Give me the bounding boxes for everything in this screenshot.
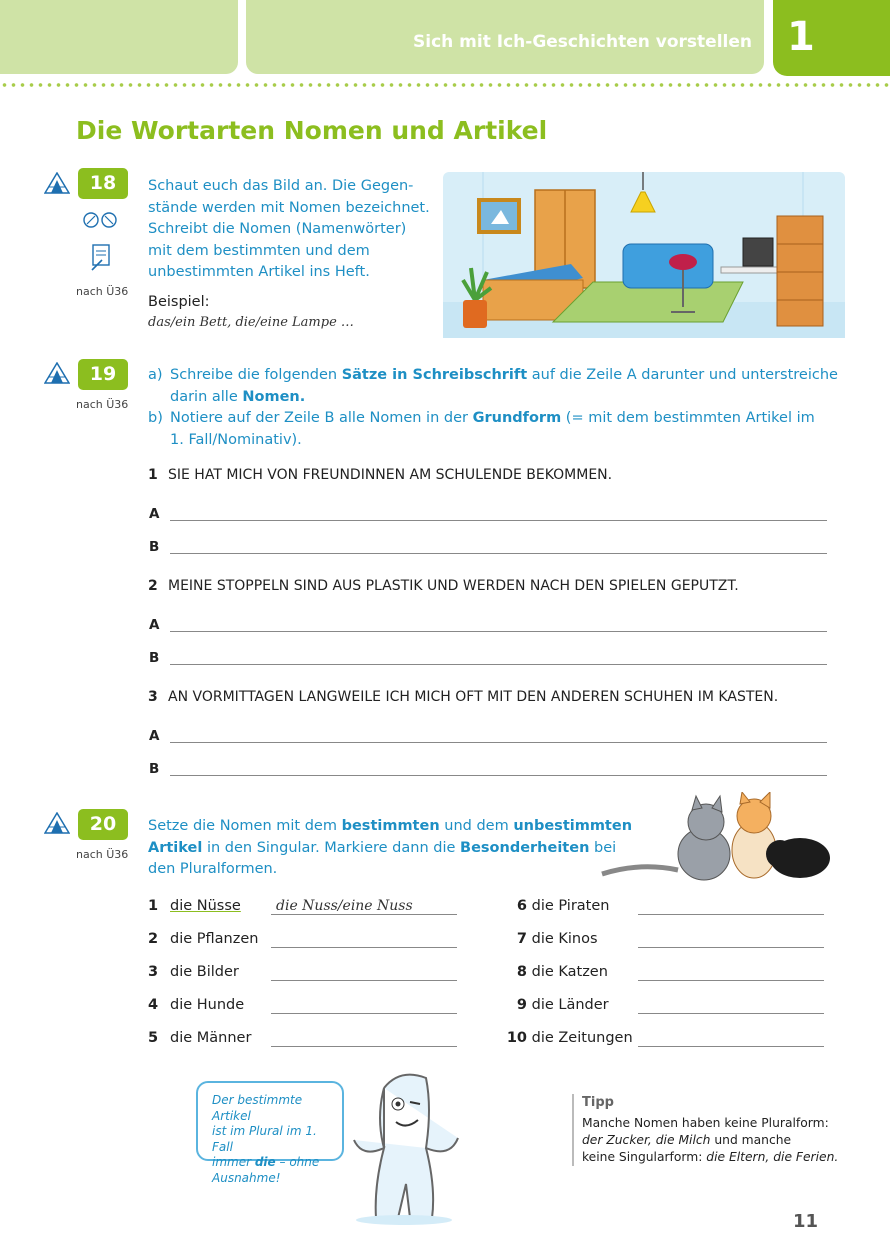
answer-line[interactable] <box>271 1046 457 1047</box>
exercise-18-number: 18 <box>78 168 128 199</box>
page-number: 11 <box>793 1211 819 1232</box>
dotted-divider <box>0 83 890 87</box>
instruction-line: unbestimmten Artikel ins Heft. <box>148 264 370 280</box>
tipp-box <box>572 1094 842 1166</box>
line-label-a: A <box>149 506 160 522</box>
part-a-bold: Sätze in Schreibschrift <box>341 367 528 383</box>
part-a-text-end: auf die Zeile A darunter und unterstreiche <box>527 367 838 383</box>
difficulty-triangle-icon <box>44 362 70 384</box>
difficulty-triangle-icon <box>44 172 70 194</box>
line-label-b: B <box>149 761 160 777</box>
item-number: 4 <box>148 997 159 1013</box>
tipp-line: Manche Nomen haben keine Pluralform: <box>582 1116 829 1130</box>
answer-line[interactable] <box>638 947 824 948</box>
bubble-text: – ohne <box>275 1155 320 1169</box>
writing-line-b[interactable] <box>170 775 827 776</box>
item-number: 7 <box>516 931 527 947</box>
tipp-text: und manche <box>710 1133 792 1147</box>
exercise-18-ref: nach Ü36 <box>76 285 129 298</box>
answer-line[interactable] <box>271 914 457 915</box>
item-number: 5 <box>148 1030 159 1046</box>
instr-text: und dem <box>439 818 514 834</box>
instr-bold: Besonderheiten <box>460 839 590 856</box>
answer-line[interactable] <box>271 1013 457 1014</box>
list-item <box>148 931 258 947</box>
instr-bold: unbestimmten <box>513 818 633 834</box>
line-label-b: B <box>149 650 160 666</box>
item-number: 1 <box>148 898 159 914</box>
sentence-text: MEINE STOPPELN SIND AUS PLASTIK UND WERDEN NACH DEN SPIELEN GEPUTZT. <box>168 578 739 594</box>
cats-illustration <box>600 792 832 884</box>
bubble-line: Der bestimmte Artikel <box>212 1093 303 1123</box>
item-number: 10 <box>506 1030 527 1046</box>
exercise-20-instructions <box>148 816 632 881</box>
write-notebook-icon <box>90 243 112 271</box>
writing-line-a[interactable] <box>170 631 827 632</box>
sentence-text: SIE HAT MICH VON FREUNDINNEN AM SCHULENDE BEKOMMEN. <box>168 467 613 483</box>
item-word: die Piraten <box>531 898 610 914</box>
item-word: die Pflanzen <box>170 931 259 947</box>
part-b-text: Notiere auf der Zeile B alle Nomen in der <box>170 410 473 426</box>
writing-line-b[interactable] <box>170 553 827 554</box>
instr-bold: Artikel <box>148 839 203 856</box>
answer-line[interactable] <box>638 1046 824 1047</box>
list-item <box>148 964 239 980</box>
list-item <box>500 964 608 980</box>
writing-line-b[interactable] <box>170 664 827 665</box>
tipp-italic: der Zucker, die Milch <box>582 1133 711 1147</box>
item-word: die Nüsse <box>170 898 241 914</box>
instruction-line: Schreibt die Nomen (Namenwörter) <box>148 221 407 237</box>
part-a-line2: darin alle <box>170 388 243 405</box>
line-label-b: B <box>149 539 160 555</box>
part-b-bold: Grundform <box>472 410 562 426</box>
room-illustration <box>443 172 845 338</box>
tipp-title: Tipp <box>582 1095 614 1110</box>
exercise-18-instructions <box>148 176 430 284</box>
difficulty-triangle-icon <box>44 812 70 834</box>
exercise-20-number: 20 <box>78 809 128 840</box>
line-label-a: A <box>149 728 160 744</box>
sentence-text: AN VORMITTAGEN LANGWEILE ICH MICH OFT MIT DEN ANDEREN SCHUHEN IM KASTEN. <box>168 689 779 705</box>
instr-text: bei <box>589 839 617 856</box>
answer-line[interactable] <box>271 947 457 948</box>
part-a-marker: a) <box>148 367 163 383</box>
instr-text: den Pluralformen. <box>148 861 278 877</box>
sentence-number: 2 <box>148 578 158 594</box>
item-number: 6 <box>516 898 527 914</box>
item-word: die Katzen <box>531 964 608 980</box>
bubble-text: immer <box>212 1155 255 1169</box>
exercise-20-ref: nach Ü36 <box>76 848 129 861</box>
instruction-line: Schaut euch das Bild an. Die Gegen- <box>148 178 414 194</box>
answer-line[interactable] <box>638 980 824 981</box>
part-b-line2: 1. Fall/Nominativ). <box>170 431 302 448</box>
item-number: 3 <box>148 964 159 980</box>
exercise-19-number: 19 <box>78 359 128 390</box>
chapter-title: Sich mit Ich-Geschichten vorstellen <box>413 32 752 52</box>
item-word: die Zeitungen <box>531 1030 633 1046</box>
item-number: 9 <box>516 997 527 1013</box>
chapter-number: 1 <box>787 14 815 60</box>
answer-line[interactable] <box>271 980 457 981</box>
item-number: 8 <box>516 964 527 980</box>
exercise-19-ref: nach Ü36 <box>76 398 129 411</box>
sentence-number: 3 <box>148 689 158 705</box>
item-number: 2 <box>148 931 159 947</box>
part-b-marker: b) <box>148 410 163 426</box>
list-item <box>500 1030 633 1046</box>
writing-line-a[interactable] <box>170 742 827 743</box>
sentence-3 <box>148 689 778 705</box>
instruction-line: stände werden mit Nomen bezeichnet. <box>148 199 430 216</box>
example-label: Beispiel: <box>148 294 210 310</box>
list-item <box>148 997 244 1013</box>
item-word: die Kinos <box>531 931 598 947</box>
list-item <box>500 931 598 947</box>
part-b-text-end: (= mit dem bestimmten Artikel im <box>561 410 815 426</box>
speech-bubble <box>196 1081 344 1185</box>
partner-work-icon <box>82 211 120 231</box>
sentence-1 <box>148 467 612 483</box>
tipp-italic: die Eltern, die Ferien. <box>706 1150 839 1164</box>
list-item <box>148 1030 251 1046</box>
tipp-text: keine Singularform: <box>582 1150 707 1164</box>
page-title: Die Wortarten Nomen und Artikel <box>76 116 548 145</box>
line-label-a: A <box>149 617 160 633</box>
sentence-number: 1 <box>148 467 158 483</box>
answer-text: die Nuss/eine Nuss <box>276 898 413 914</box>
bubble-line: Ausnahme! <box>212 1170 281 1185</box>
instr-text: Setze die Nomen mit dem <box>148 818 342 834</box>
instruction-line: mit dem bestimmten und dem <box>148 242 370 259</box>
item-word: die Hunde <box>170 997 245 1013</box>
list-item <box>500 898 609 914</box>
item-word: die Länder <box>531 997 609 1013</box>
item-word: die Männer <box>170 1030 252 1046</box>
part-a-text: Schreibe die folgenden <box>170 367 342 383</box>
instr-text: in den Singular. Markiere dann die <box>202 839 461 856</box>
list-item <box>500 997 609 1013</box>
bubble-line: ist im Plural im 1. Fall <box>212 1124 317 1154</box>
writing-line-a[interactable] <box>170 520 827 521</box>
list-item <box>148 898 241 914</box>
sentence-2 <box>148 578 739 594</box>
answer-line[interactable] <box>638 914 824 915</box>
example-text: das/ein Bett, die/eine Lampe … <box>148 315 354 330</box>
answer-line[interactable] <box>638 1013 824 1014</box>
chapter-number-box <box>773 0 890 76</box>
header-tab-left <box>0 0 238 74</box>
mascot-character <box>340 1068 470 1228</box>
part-a-bold2: Nomen. <box>242 388 306 405</box>
exercise-19-part-b <box>148 408 815 451</box>
exercise-19-part-a <box>148 365 838 408</box>
bubble-bold: die <box>254 1155 276 1169</box>
item-word: die Bilder <box>170 964 239 980</box>
instr-bold: bestimmten <box>341 818 440 834</box>
